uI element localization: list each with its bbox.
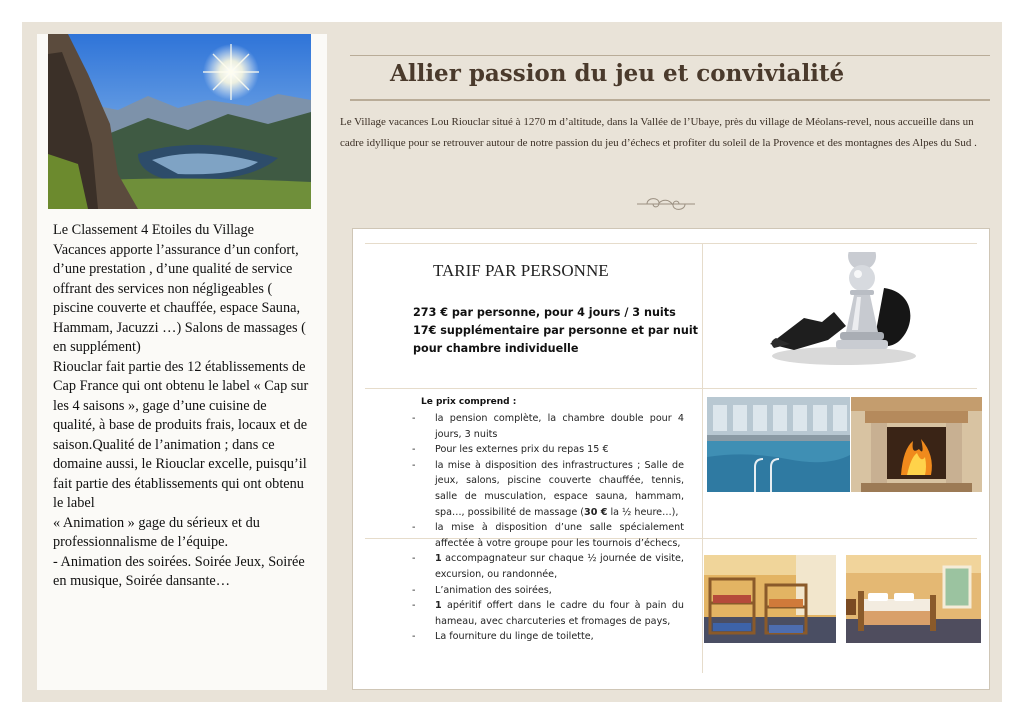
fireplace-photo — [851, 397, 982, 492]
list-item: - la mise à disposition des infrastructures ; Salle de jeux, salons, piscine couverte chauffée, tennis, salle de musculation, espace sauna, hammam, spa…, possibilité de massage (30 € la ½ heure…), — [412, 458, 684, 520]
list-item: - 1 apéritif offert dans le cadre du four à pain du hameau, avec charcuteries et fromages de pays, — [412, 598, 684, 629]
animation-label-paragraph: « Animation » gage du sérieux et du professionnalisme de l’équipe. — [53, 514, 260, 550]
title-top-rule — [350, 55, 990, 56]
cap-france-paragraph: Riouclar fait partie des 12 établissements de Cap France qui ont obtenu le label « Cap sur les 4 saisons », gage d’une cuisine de qualité, à base de produits frais, locaux et de saison.Qualité de l’animation ; dans ce domaine aussi, le Riouclar excelle, puisqu’il fait partie des établissements qui ont obtenu le label — [53, 358, 309, 511]
list-item: - 1 accompagnateur sur chaque ½ journée de visite, excursion, ou randonnée, — [412, 551, 684, 582]
tarif-price-line: 273 € par personne, pour 4 jours / 3 nuits — [413, 306, 676, 319]
pool-photo — [707, 397, 850, 492]
left-description — [53, 221, 310, 592]
offer-middle-rule — [365, 388, 977, 389]
list-item: - Pour les externes prix du repas 15 € — [412, 442, 684, 458]
tarif-supplement-line: 17€ supplémentaire par personne et par nuit — [413, 324, 699, 337]
mountain-lake-photo — [48, 34, 311, 209]
ornament-icon — [635, 193, 697, 219]
tarif-heading: TARIF PAR PERSONNE — [433, 261, 609, 280]
soirees-paragraph: - Animation des soirées. Soirée Jeux, Soirée en musique, Soirée dansante… — [53, 553, 305, 589]
intro-text: Le Village vacances Lou Riouclar situé à 1270 m d’altitude, dans la Vallée de l’Ubaye, près du village de Méolans-revel, nous accueille dans un cadre idyllique pour se retrouver autour de notre passion du jeu d’échecs et profiter du soleil de la Provence et des montagnes des Alpes du Sud . — [340, 116, 977, 149]
prix-comprend-list — [412, 411, 684, 645]
stars-paragraph: Le Classement 4 Etoiles du Village Vacances apporte l’assurance d’un confort, d’une prestation , d’une qualité de service offrant des services non négligeables ( piscine couverte et chauffée, espace Sauna, Hammam, Jacuzzi …) Salons de massages ( en supplément) — [53, 222, 306, 355]
list-item: - L’animation des soirées, — [412, 583, 684, 599]
list-item: - La fourniture du linge de toilette, — [412, 629, 684, 645]
tarif-prices — [413, 304, 703, 356]
double-room-photo — [846, 555, 981, 643]
chess-pieces-image — [764, 252, 924, 372]
prix-comprend-title: Le prix comprend : — [421, 397, 517, 407]
tarif-single-room-line: pour chambre individuelle — [413, 342, 579, 355]
list-item: - la pension complète, la chambre double pour 4 jours, 3 nuits — [412, 411, 684, 442]
bunk-room-photo — [704, 555, 836, 643]
title-bottom-rule — [350, 99, 990, 101]
offer-top-rule — [365, 243, 977, 244]
list-item: - la mise à disposition d’une salle spécialement affectée à votre groupe pour les tournois d’échecs, — [412, 520, 684, 551]
page-title: Allier passion du jeu et convivialité — [390, 60, 845, 87]
